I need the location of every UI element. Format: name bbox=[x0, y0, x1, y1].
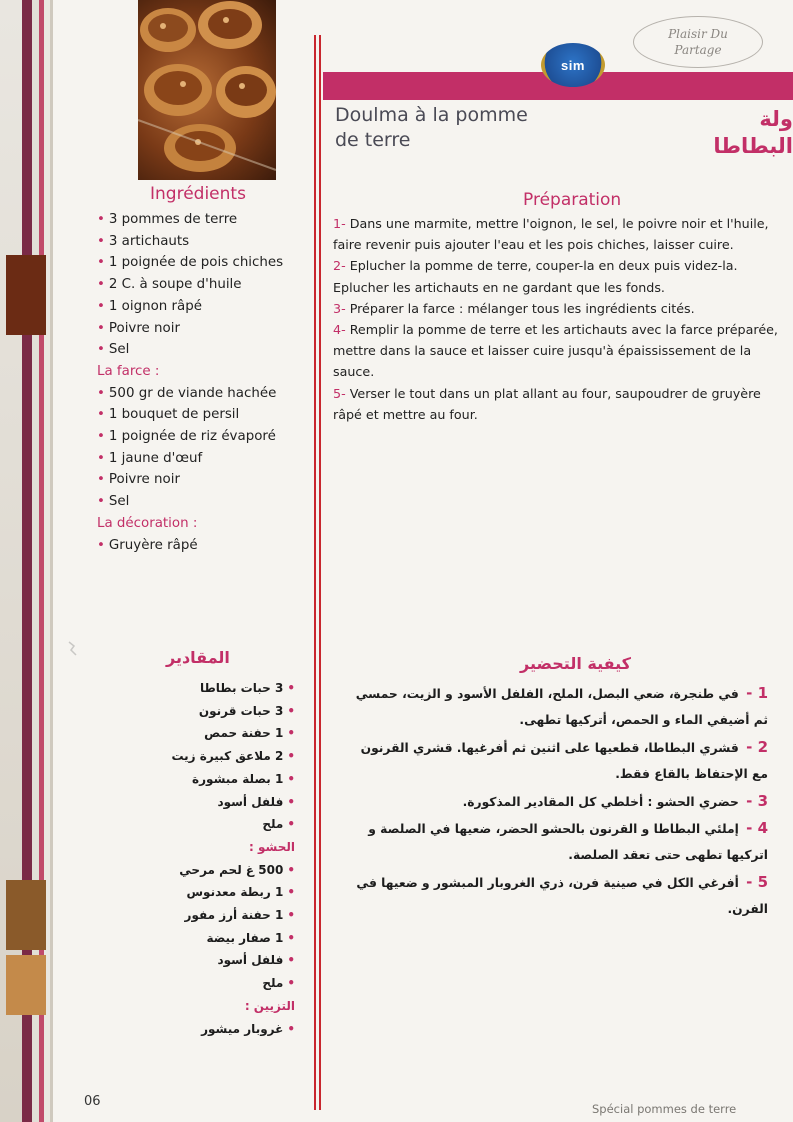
decoration-label: La décoration : bbox=[97, 515, 198, 531]
column-divider bbox=[314, 35, 321, 1110]
watermark-stamp bbox=[633, 16, 763, 68]
food-photo bbox=[138, 0, 276, 180]
ink-smudge bbox=[66, 640, 80, 658]
step-item: 2- Eplucher la pomme de terre, couper-la en deux puis videz-la. Eplucher les artichauts en ne gardant que les fonds. bbox=[333, 258, 738, 295]
recipe-title-fr-line2: de terre bbox=[335, 129, 411, 151]
list-item: • Sel bbox=[97, 494, 130, 510]
ingredients-heading-ar: المقادير bbox=[166, 648, 230, 667]
preparation-heading-ar: كيفية التحضير bbox=[520, 654, 631, 673]
step-item: 4 - إملئي البطاطا و القرنون بالحشو الحضر، ضعيها في الصلصة و اتركيها تطهى حتى تعقد الصلصة. bbox=[368, 819, 768, 863]
list-item: •ملح bbox=[262, 817, 295, 832]
list-item: • 1 jaune d'œuf bbox=[97, 450, 203, 466]
list-item: • Poivre noir bbox=[97, 472, 180, 488]
step-item: 1 - في طنجرة، ضعي البصل، الملح، الفلفل الأسود و الزيت، حمسي ثم أضيفي الماء و الحمص، أتركيها تطهى. bbox=[355, 684, 768, 728]
list-item: •فلفل أسود bbox=[217, 953, 295, 968]
preparation-heading-fr: Préparation bbox=[523, 190, 622, 210]
list-item: •1 حفنة أرز مفور bbox=[184, 908, 295, 923]
step-item: 5 - أفرغي الكل في صينية فرن، ذري الغروبار المبشور و ضعيها في الفرن. bbox=[356, 872, 768, 917]
farce-label: La farce : bbox=[97, 363, 160, 379]
ingredients-list-fr bbox=[97, 209, 309, 556]
list-item: •1 حفنة حمص bbox=[204, 726, 295, 741]
recipe-title-ar-line1: ولة bbox=[759, 107, 793, 131]
list-item: •ملح bbox=[262, 976, 295, 991]
step-item: 2 - قشري البطاطا، قطعيها على اثنين ثم أفرغيها. قشري القرنون مع الإحتفاظ بالقاع فقط. bbox=[360, 737, 768, 782]
ingredients-heading-fr: Ingrédients bbox=[150, 184, 246, 204]
list-item: •1 ربطة معدنوس bbox=[186, 885, 295, 900]
recipe-title-ar bbox=[673, 106, 793, 160]
list-item: • 2 C. à soupe d'huile bbox=[97, 277, 242, 293]
watermark-line2: Partage bbox=[674, 43, 722, 57]
list-item: • 1 oignon râpé bbox=[97, 298, 202, 314]
list-item: • Sel bbox=[97, 342, 130, 358]
brand-logo bbox=[541, 43, 605, 87]
list-item: •1 صفار بيضة bbox=[206, 930, 295, 945]
preparation-steps-ar bbox=[353, 680, 768, 923]
list-item: •1 بصلة مبشورة bbox=[192, 771, 295, 786]
list-item: • 3 artichauts bbox=[97, 233, 190, 249]
step-item: 5- Verser le tout dans un plat allant au four, saupoudrer de gruyère râpé et mettre au four. bbox=[333, 385, 761, 422]
decoration-label-ar: التزيين : bbox=[244, 998, 295, 1013]
list-item: •3 حبات قرنون bbox=[198, 703, 295, 718]
step-item: 3- Préparer la farce : mélanger tous les ingrédients cités. bbox=[333, 300, 695, 316]
list-item: •فلفل أسود bbox=[217, 794, 295, 809]
brand-logo-text: sim bbox=[561, 57, 585, 73]
list-item: •500 غ لحم مرحي bbox=[179, 862, 295, 877]
list-item: • Poivre noir bbox=[97, 320, 180, 336]
recipe-title-ar-line2: البطاطا bbox=[713, 134, 793, 158]
page-edges bbox=[0, 0, 60, 1122]
list-item: • 1 poignée de pois chiches bbox=[97, 255, 284, 271]
list-item: •3 حبات بطاطا bbox=[199, 681, 295, 695]
step-item: 3 - حضري الحشو : أخلطي كل المقادير المذكورة. bbox=[462, 791, 768, 810]
list-item: • 3 pommes de terre bbox=[97, 212, 238, 227]
step-item: 4- Remplir la pomme de terre et les artichauts avec la farce préparée, mettre dans la sauce et laisser cuire jusqu'à épaississement de la sauce. bbox=[333, 322, 778, 380]
step-item: 1- Dans une marmite, mettre l'oignon, le sel, le poivre noir et l'huile, faire revenir puis ajouter l'eau et les pois chiches, laisser cuire. bbox=[333, 216, 769, 253]
list-item: • 1 poignée de riz évaporé bbox=[97, 429, 276, 445]
watermark-line1: Plaisir Du bbox=[668, 27, 728, 41]
list-item: •2 ملاعق كبيرة زيت bbox=[171, 749, 295, 764]
recipe-title-fr bbox=[335, 103, 605, 153]
list-item: •غروبار ميشور bbox=[201, 1021, 295, 1036]
recipe-title-fr-line1: Doulma à la pomme bbox=[335, 104, 528, 126]
stuffing-label: الحشو : bbox=[249, 839, 295, 854]
page-number: 06 bbox=[84, 1094, 101, 1109]
list-item: • 500 gr de viande hachée bbox=[97, 385, 277, 401]
ingredients-list-ar bbox=[90, 677, 295, 1040]
list-item: • 1 bouquet de persil bbox=[97, 407, 240, 423]
list-item: • Gruyère râpé bbox=[97, 537, 198, 553]
section-footer: Spécial pommes de terre bbox=[592, 1102, 737, 1116]
preparation-steps-fr bbox=[333, 213, 785, 425]
